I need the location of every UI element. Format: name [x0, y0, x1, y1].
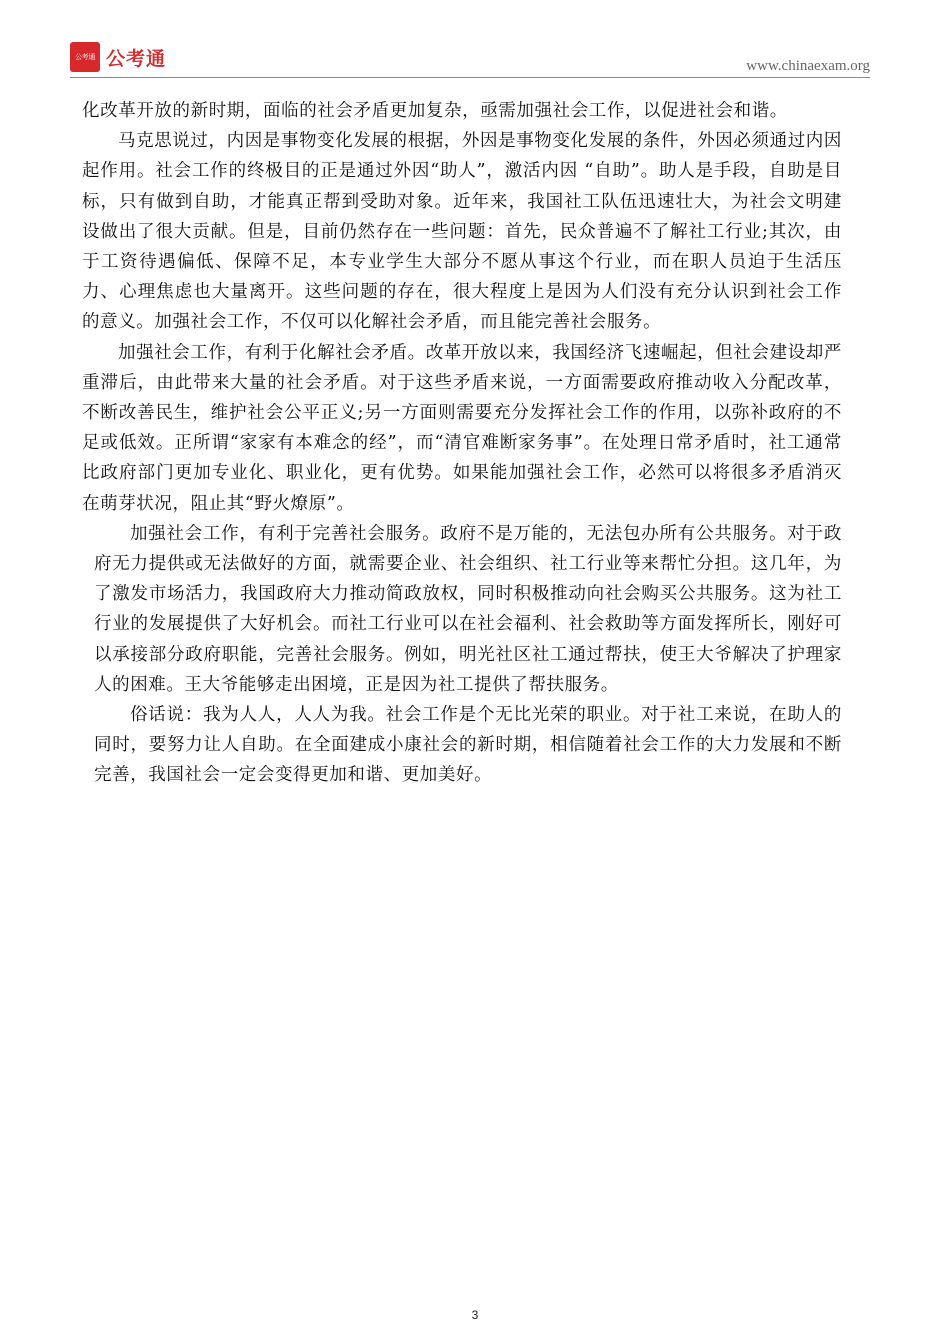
page-number: 3 [471, 1308, 479, 1322]
logo-text: 公考通 [106, 47, 167, 70]
paragraph-resolve-conflicts: 加强社会工作，有利于化解社会矛盾。改革开放以来，我国经济飞速崛起，但社会建设却严重滞后，由此带来大量的社会矛盾。对于这些矛盾来说，一方面需要政府推动收入分配改革，不断改善民生，维护社会公平正义;另一方面则需要充分发挥社会工作的作用，以弥补政府的不足或低效。正所谓“家家有本难念的经”，而“清官难断家务事”。在处理日常矛盾时，社工通常比政府部门更加专业化、职业化，更有优势。如果能加强社会工作，必然可以将很多矛盾消灭在萌芽状况，阻止其“野火燎原”。 [82, 342, 842, 514]
logo [70, 42, 166, 72]
document-body [82, 96, 842, 791]
paragraph-conclusion: 俗话说：我为人人，人人为我。社会工作是个无比光荣的职业。对于社工来说，在助人的同时，要努力让人自助。在全面建成小康社会的新时期，相信随着社会工作的大力发展和不断完善，我国社会一定会变得更加和谐、更加美好。 [94, 705, 842, 786]
logo-badge: 公考通 [70, 42, 100, 72]
header-divider [70, 77, 870, 78]
paragraph-marx-quote: 马克思说过，内因是事物变化发展的根据，外因是事物变化发展的条件，外因必须通过内因起作用。社会工作的终极目的正是通过外因“助人”，激活内因 “自助”。助人是手段，自助是目标，只有做到自助，才能真正帮到受助对象。近年来，我国社工队伍迅速壮大，为社会文明建设做出了很大贡献。但是，目前仍然存在一些问题：首先，民众普遍不了解社工行业;其次，由于工资待遇偏低、保障不足，本专业学生大部分不愿从事这个行业，而在职人员迫于生活压力、心理焦虑也大量离开。这些问题的存在，很大程度上是因为人们没有充分认识到社会工作的意义。加强社会工作，不仅可以化解社会矛盾，而且能完善社会服务。 [82, 131, 842, 333]
site-url: www.chinaexam.org [746, 58, 870, 74]
paragraph-continuation: 化改革开放的新时期，面临的社会矛盾更加复杂，亟需加强社会工作，以促进社会和谐。 [82, 101, 788, 121]
page-header [70, 38, 870, 76]
paragraph-improve-services: 加强社会工作，有利于完善社会服务。政府不是万能的，无法包办所有公共服务。对于政府无力提供或无法做好的方面，就需要企业、社会组织、社工行业等来帮忙分担。这几年，为了激发市场活力，我国政府大力推动简政放权，同时积极推动向社会购买公共服务。这为社工行业的发展提供了大好机会。而社工行业可以在社会福利、社会救助等方面发挥所长，刚好可以承接部分政府职能，完善社会服务。例如，明光社区社工通过帮扶，使王大爷解决了护理家人的困难。王大爷能够走出困境，正是因为社工提供了帮扶服务。 [94, 523, 842, 695]
